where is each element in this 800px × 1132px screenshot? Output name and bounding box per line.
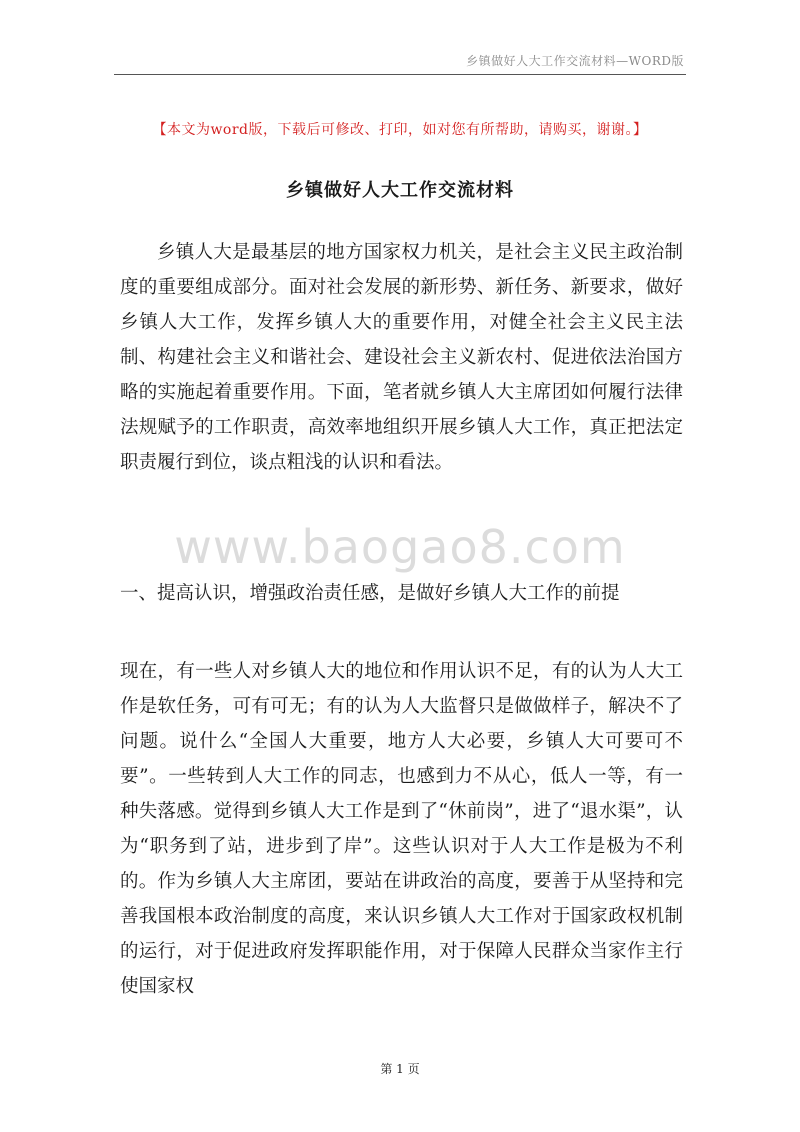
intro-paragraph: 乡镇人大是最基层的地方国家权力机关，是社会主义民主政治制度的重要组成部分。面对社会发展的新形势、新任务、新要求，做好乡镇人大工作，发挥乡镇人大的重要作用，对健全社会主义民主法制、构建社会主义和谐社会、建设社会主义新农村、促进依法治国方略的实施起着重要作用。下面，笔者就乡镇人大主席团如何履行法律法规赋予的工作职责，高效率地组织开展乡镇人大工作，真正把法定职责履行到位，谈点粗浅的认识和看法。: [120, 242, 683, 473]
section-heading: 一、提高认识，增强政治责任感，是做好乡镇人大工作的前提: [120, 583, 620, 604]
header-divider: [114, 74, 686, 75]
running-header: 乡镇做好人大工作交流材料—WORD版: [466, 54, 684, 68]
body-paragraph: 现在，有一些人对乡镇人大的地位和作用认识不足，有的认为人大工作是软任务，可有可无；有的认为人大监督只是做做样子，解决不了问题。说什么“全国人大重要，地方人大必要，乡镇人大可要可不要”。一些转到人大工作的同志，也感到力不从心，低人一等，有一种失落感。觉得到乡镇人大工作是到了“休前岗”，进了“退水渠”，认为“职务到了站，进步到了岸”。这些认识对于人大工作是极为不利的。作为乡镇人大主席团，要站在讲政治的高度，要善于从坚持和完善我国根本政治制度的高度，来认识乡镇人大工作对于国家政权机制的运行，对于促进政府发挥职能作用，对于保障人民群众当家作主行使国家权: [120, 661, 683, 997]
document-title: 乡镇做好人大工作交流材料: [286, 180, 514, 201]
watermark: www.baogao8.com: [174, 520, 626, 574]
purchase-notice: 【本文为word版，下载后可修改、打印，如对您有所帮助，请购买，谢谢。】: [152, 122, 648, 138]
page-number: 第 1 页: [380, 1062, 420, 1076]
